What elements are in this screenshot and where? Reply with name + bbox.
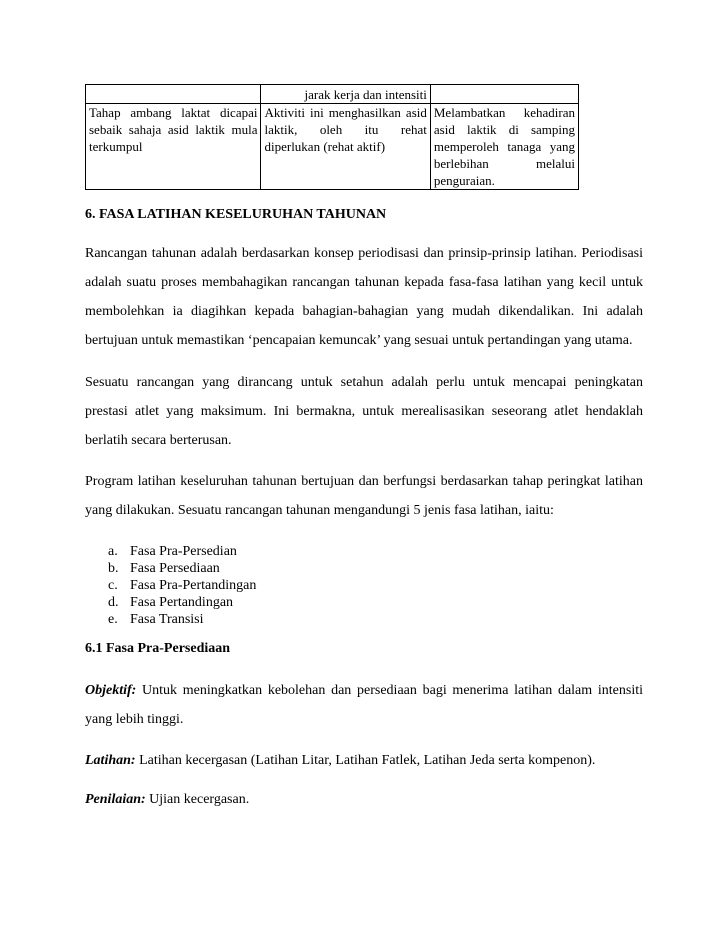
table-cell: Tahap ambang laktat dicapai sebaik sahaja asid laktik mula terkumpul: [86, 104, 261, 190]
list-letter: b.: [108, 561, 119, 576]
objektif-text: Untuk meningkatkan kebolehan dan persediaan bagi menerima latihan dalam intensiti yang lebih tinggi.: [85, 683, 643, 727]
list-item: [108, 577, 256, 594]
list-letter: c.: [108, 578, 118, 593]
table-header-row: [86, 85, 579, 104]
list-text: Fasa Pertandingan: [130, 595, 234, 610]
list-item: [108, 560, 256, 577]
subsection-heading: 6.1 Fasa Pra-Persediaan: [85, 641, 231, 656]
table-row: [86, 104, 579, 190]
table-cell: Aktiviti ini menghasilkan asid laktik, oleh itu rehat diperlukan (rehat aktif): [261, 104, 430, 190]
latihan-paragraph: [85, 752, 643, 770]
objektif-label: Objektif:: [85, 683, 137, 698]
section-heading: 6. FASA LATIHAN KESELURUHAN TAHUNAN: [85, 207, 387, 222]
list-item: [108, 594, 256, 611]
list-text: Fasa Persediaan: [130, 561, 220, 576]
penilaian-text: Ujian kecergasan.: [145, 792, 250, 807]
paragraph: Program latihan keseluruhan tahunan bertujuan dan berfungsi berdasarkan tahap peringkat latihan yang dilakukan. Sesuatu rancangan tahunan mengandungi 5 jenis fasa latihan, iaitu:: [85, 474, 643, 518]
list-text: Fasa Pra-Pertandingan: [130, 578, 257, 593]
table-cell: [430, 85, 578, 104]
list-text: Fasa Pra-Persedian: [130, 544, 237, 559]
penilaian-paragraph: [85, 791, 643, 809]
list-letter: a.: [108, 544, 118, 559]
list-letter: e.: [108, 612, 118, 627]
table-cell: [86, 85, 261, 104]
paragraph: Rancangan tahunan adalah berdasarkan konsep periodisasi dan prinsip-prinsip latihan. Periodisasi adalah suatu proses membahagikan rancangan tahunan kepada fasa-fasa latihan yang kecil untuk membolehkan ia diagihkan kepada bahagian-bahagian yang mudah dikendalikan. Ini adalah bertujuan untuk memastikan ‘pencapaian kemuncak’ yang sesuai untuk pertandingan yang utama.: [85, 246, 643, 348]
list-letter: d.: [108, 595, 119, 610]
list-text: Fasa Transisi: [130, 612, 204, 627]
list-item: [108, 543, 256, 560]
list-item: [108, 611, 256, 628]
table-cell: Melambatkan kehadiran asid laktik di samping memperoleh tanaga yang berlebihan melalui penguraian.: [430, 104, 578, 190]
paragraph: Sesuatu rancangan yang dirancang untuk setahun adalah perlu untuk mencapai peningkatan prestasi atlet yang maksimum. Ini bermakna, untuk merealisasikan seseorang atlet hendaklah berlatih secara berterusan.: [85, 375, 643, 448]
phase-list: [108, 543, 256, 628]
table-cell: jarak kerja dan intensiti: [261, 85, 430, 104]
objektif-paragraph: [85, 676, 643, 734]
training-table: [85, 84, 579, 190]
penilaian-label: Penilaian:: [85, 792, 146, 807]
latihan-text: Latihan kecergasan (Latihan Litar, Latihan Fatlek, Latihan Jeda serta kompenon).: [135, 753, 596, 768]
latihan-label: Latihan:: [85, 753, 136, 768]
